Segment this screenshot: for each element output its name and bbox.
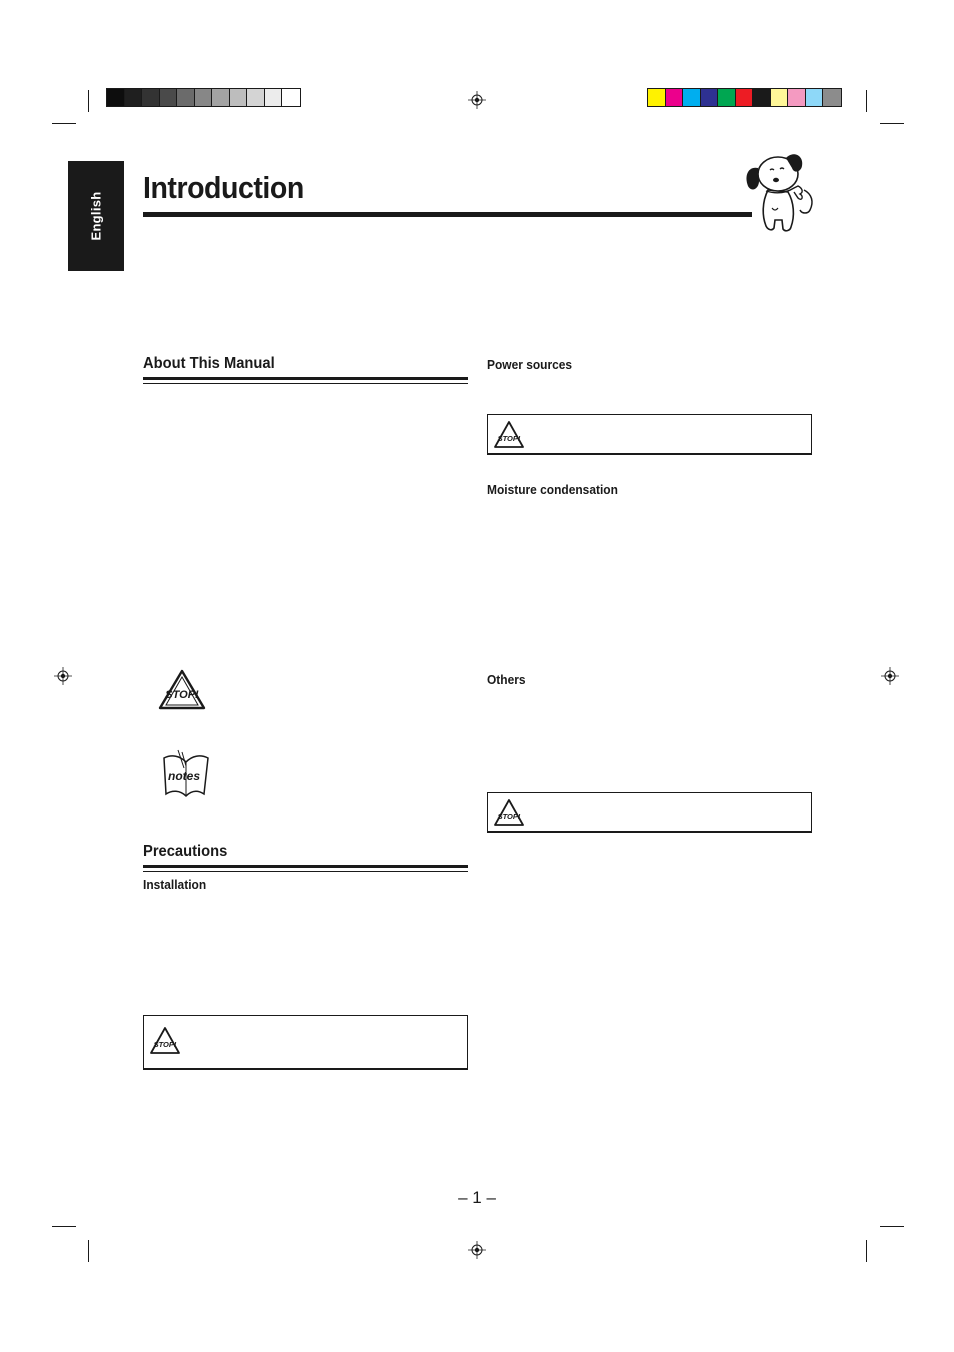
registration-mark-icon [468, 1241, 486, 1259]
about-manual-heading: About This Manual [143, 355, 275, 372]
language-tab [68, 161, 124, 271]
svg-text:STOP!: STOP! [153, 1040, 177, 1049]
registration-mark-icon [54, 667, 72, 685]
power-sources-heading: Power sources [487, 357, 573, 372]
crop-mark [88, 1240, 89, 1262]
others-heading: Others [487, 672, 526, 687]
color-swatch [177, 89, 195, 106]
stop-warning-icon [493, 420, 525, 450]
color-swatch [788, 89, 806, 106]
color-swatch [160, 89, 178, 106]
section-rule [143, 865, 468, 872]
notes-book-icon [158, 748, 214, 800]
color-swatch [212, 89, 230, 106]
color-swatch [125, 89, 143, 106]
color-swatch [736, 89, 754, 106]
color-swatch [282, 89, 300, 106]
color-swatch [823, 89, 841, 106]
color-swatch [701, 89, 719, 106]
svg-text:STOP!: STOP! [497, 812, 521, 821]
color-swatch [683, 89, 701, 106]
color-swatch [753, 89, 771, 106]
crop-mark [866, 90, 867, 112]
crop-mark [866, 1240, 867, 1262]
caution-box [487, 792, 812, 833]
moisture-condensation-heading: Moisture condensation [487, 482, 618, 497]
precautions-heading: Precautions [143, 843, 228, 860]
color-swatch [666, 89, 684, 106]
color-swatch [718, 89, 736, 106]
color-swatch [806, 89, 824, 106]
title-rule [143, 212, 752, 217]
color-swatch [247, 89, 265, 106]
section-rule [143, 377, 468, 384]
color-swatch [107, 89, 125, 106]
svg-text:STOP!: STOP! [497, 434, 521, 443]
color-calibration-bar [647, 88, 842, 107]
color-swatch [142, 89, 160, 106]
stop-warning-icon [493, 798, 525, 828]
crop-mark [52, 1226, 76, 1227]
caution-box [487, 414, 812, 455]
stop-warning-icon [149, 1026, 181, 1056]
crop-mark [52, 123, 76, 124]
page-number: – 1 – [458, 1188, 496, 1207]
dog-mascot-icon [742, 150, 822, 236]
color-swatch [771, 89, 789, 106]
grayscale-calibration-bar [106, 88, 301, 107]
installation-heading: Installation [143, 877, 207, 892]
language-tab-label: English [88, 191, 104, 241]
caution-box [143, 1015, 468, 1070]
color-swatch [648, 89, 666, 106]
crop-mark [880, 123, 904, 124]
registration-mark-icon [881, 667, 899, 685]
crop-mark [88, 90, 89, 112]
svg-text:notes: notes [167, 769, 201, 783]
svg-text:STOP!: STOP! [165, 689, 199, 701]
registration-mark-icon [468, 91, 486, 109]
crop-mark [880, 1226, 904, 1227]
color-swatch [265, 89, 283, 106]
stop-warning-icon [156, 668, 208, 712]
page-title: Introduction [143, 170, 304, 205]
color-swatch [230, 89, 248, 106]
color-swatch [195, 89, 213, 106]
